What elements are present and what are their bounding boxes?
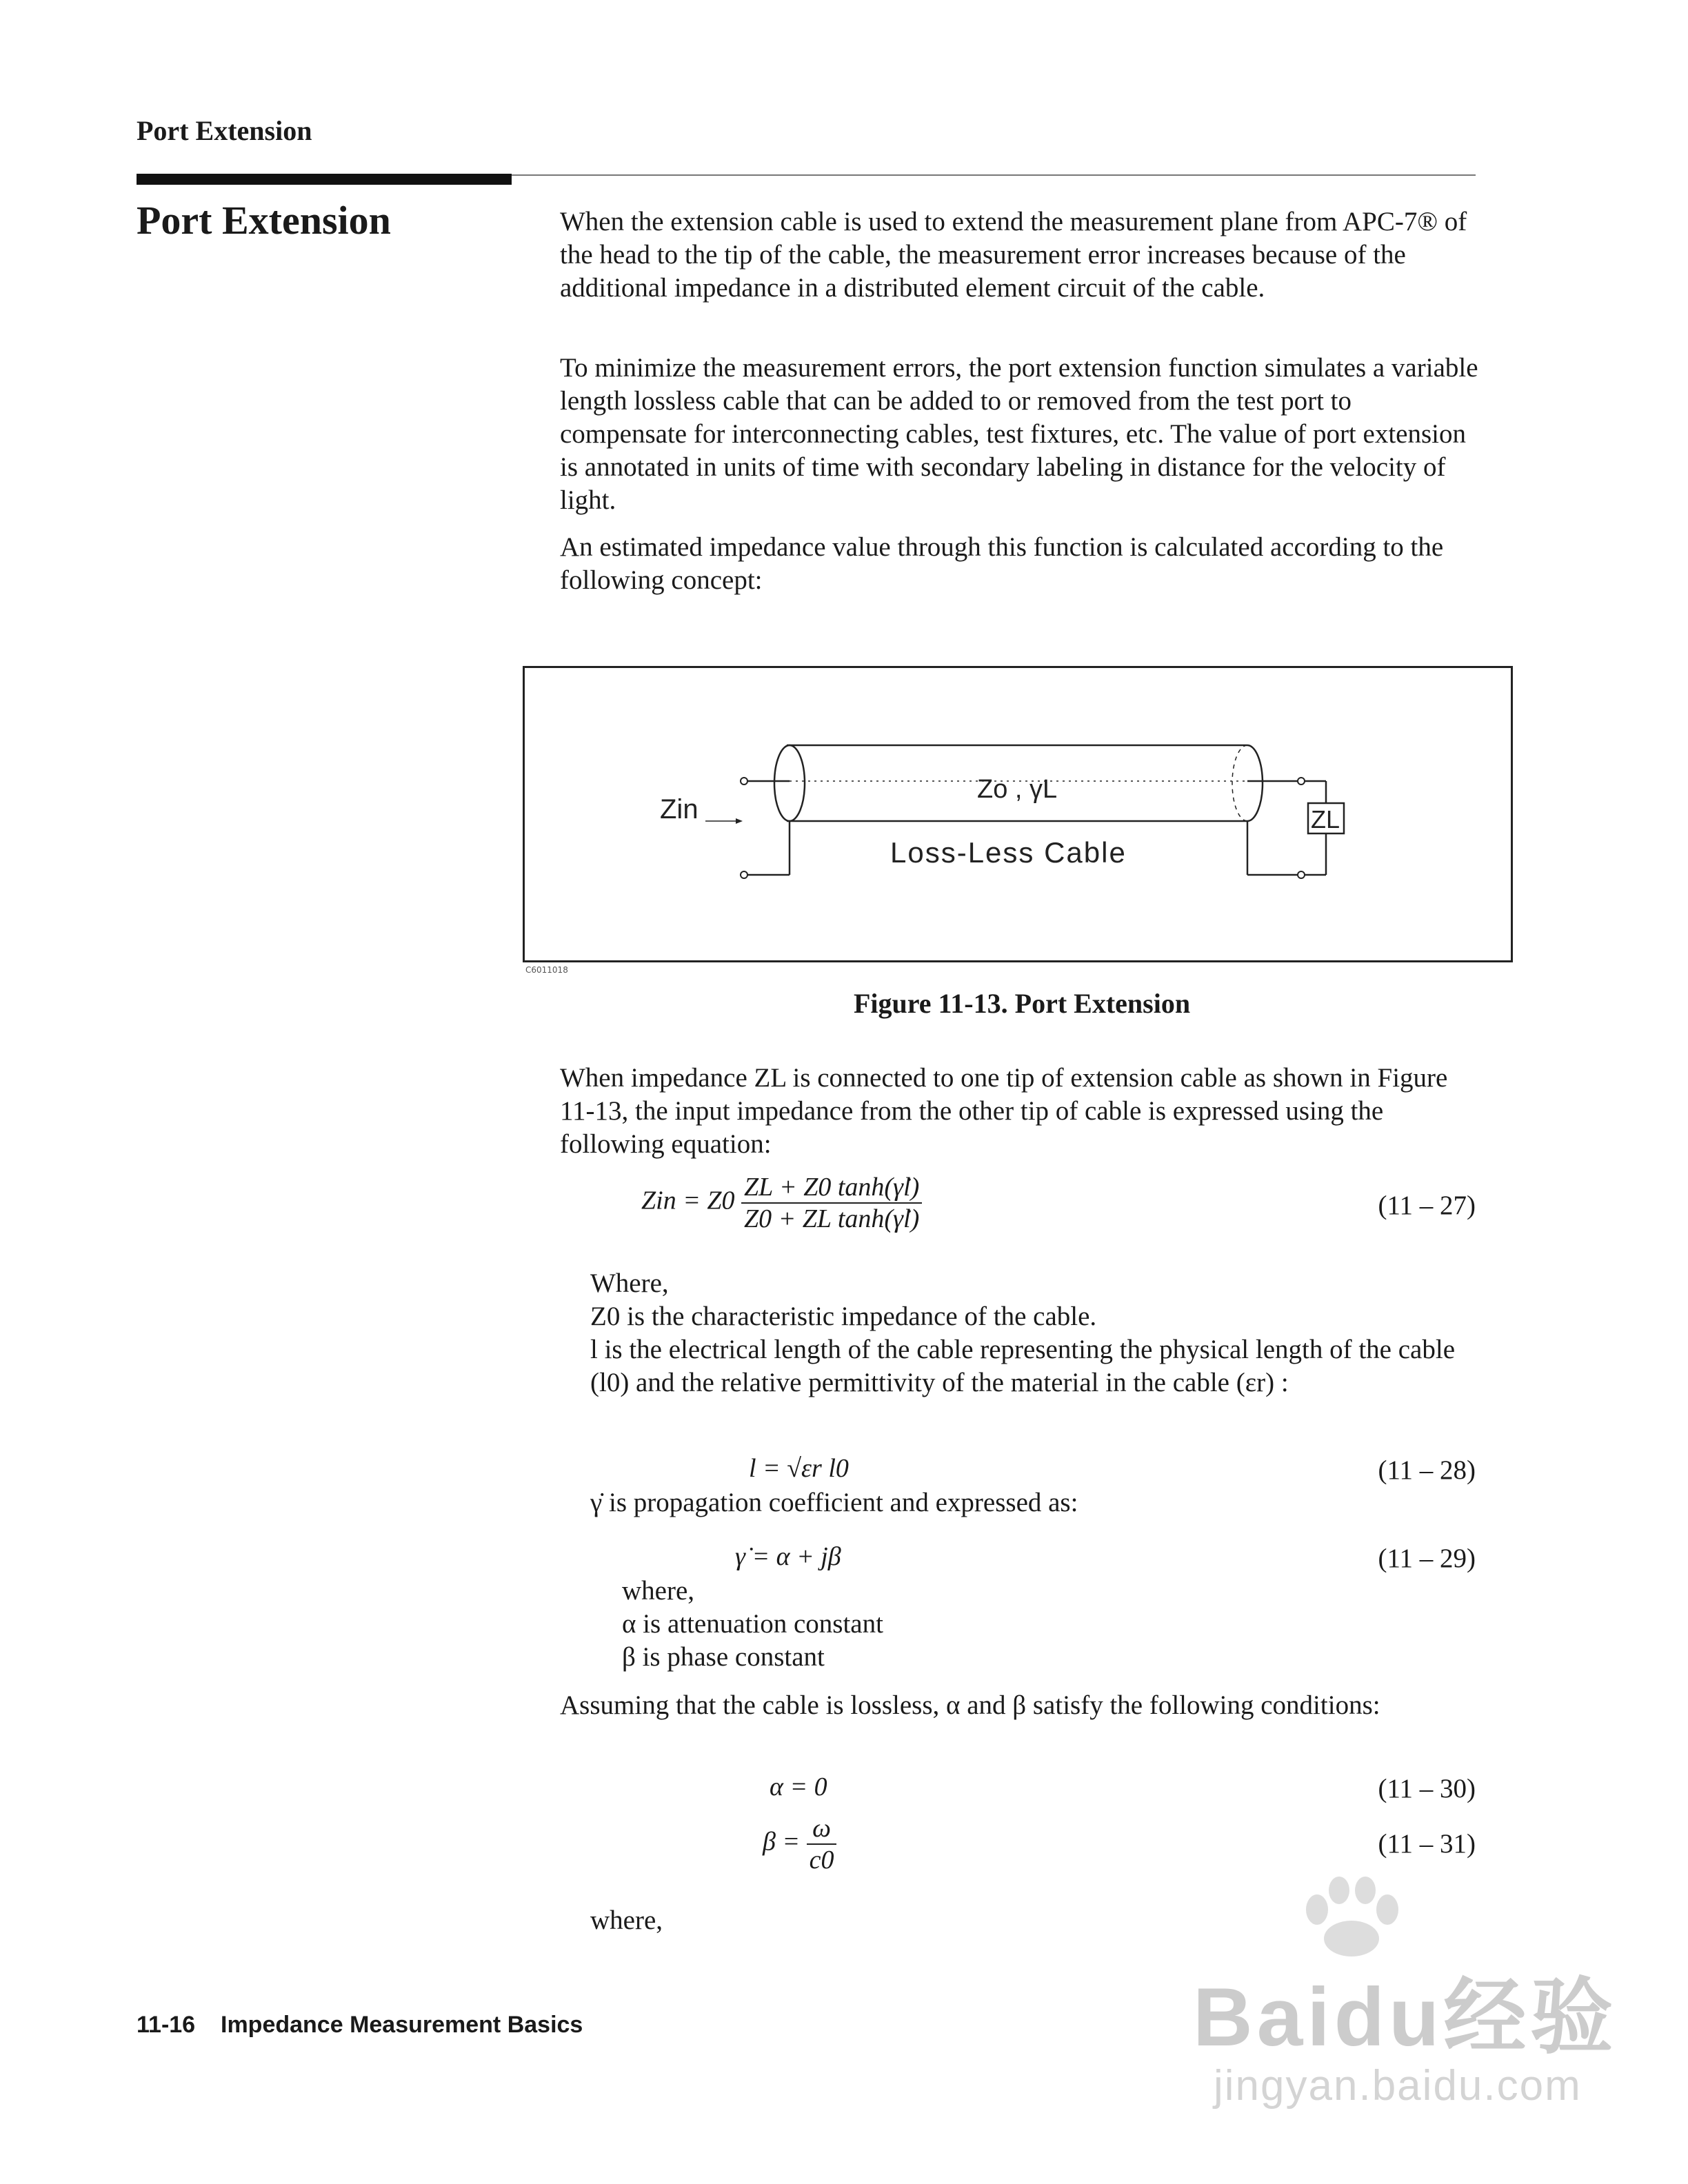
equation-11-28: l = √εr l0 (749, 1454, 849, 1483)
eq31-numerator: ω (807, 1813, 837, 1845)
where-2: where, (622, 1576, 695, 1606)
eq27-fraction (741, 1172, 922, 1234)
cable-label: Loss-Less Cable (890, 836, 1127, 869)
page-number: 11-16 (137, 2012, 196, 2038)
paragraph-4: When impedance ZL is connected to one tip of extension cable as shown in Figure 11-13, the input impedance from the other tip of cable is expressed using the following equation: (560, 1063, 1448, 1159)
header-rule-thin (512, 174, 1476, 176)
running-header: Port Extension (137, 115, 312, 146)
where-3: where, (590, 1905, 663, 1935)
paw-icon (1296, 1875, 1407, 1958)
figure-port-extension (523, 666, 1513, 962)
paragraph-1: When the extension cable is used to extend the measurement plane from APC-7® of the head to the tip of the cable, the measurement error increases because of the additional impedance in a distributed element circuit of the cable. (560, 207, 1467, 303)
l-definition: l is the electrical length of the cable representing the physical length of the cable (l0) and the relative permittivity of the material in the cable (εr) : (590, 1335, 1455, 1397)
paragraph-3: An estimated impedance value through this function is calculated according to the following concept: (560, 532, 1444, 595)
z0-gamma-label: Zo , γL (977, 775, 1058, 804)
where-1: Where, (590, 1268, 669, 1298)
eq31-lhs: β = (763, 1827, 801, 1857)
section-title: Port Extension (137, 198, 391, 243)
footer-book-title: Impedance Measurement Basics (221, 2012, 583, 2038)
watermark-url: jingyan.baidu.com (1214, 2062, 1582, 2110)
eq27-numerator: ZL + Z0 tanh(γ̇l) (741, 1172, 922, 1204)
header-rule-thick (137, 174, 512, 185)
figure-code: C6011018 (525, 965, 568, 975)
paragraph-2: To minimize the measurement errors, the port extension function simulates a variable length lossless cable that can be added to or removed from the test port to compensate for interconnecting cables, test fixtures, etc. The value of port extension is annotated in units of time with secondary labeling in distance for the velocity of light. (560, 353, 1478, 515)
eq28-number: (11 – 28) (1378, 1455, 1476, 1485)
eq31-fraction (807, 1813, 837, 1875)
z0-definition: Z0 is the characteristic impedance of the cable. (590, 1302, 1097, 1331)
paragraph-5: Assuming that the cable is lossless, α and β satisfy the following conditions: (560, 1690, 1380, 1720)
eq31-denominator: c0 (809, 1846, 834, 1874)
eq27-number: (11 – 27) (1378, 1191, 1476, 1220)
equation-11-31 (763, 1813, 836, 1875)
equation-11-27 (641, 1172, 922, 1234)
cable-diagram (525, 668, 1511, 960)
figure-caption: Figure 11-13. Port Extension (853, 988, 1191, 1019)
gamma-definition: γ̇ is propagation coefficient and expressed as: (590, 1488, 1078, 1517)
eq29-number: (11 – 29) (1378, 1544, 1476, 1573)
eq27-denominator: Z0 + ZL tanh(γ̇l) (743, 1204, 920, 1233)
eq27-lhs: Zin = Z0 (641, 1186, 735, 1215)
beta-definition: β is phase constant (622, 1642, 825, 1672)
zl-label: ZL (1311, 805, 1340, 833)
eq30-number: (11 – 30) (1378, 1774, 1476, 1803)
equation-11-30: α = 0 (770, 1772, 827, 1801)
alpha-definition: α is attenuation constant (622, 1609, 883, 1639)
watermark-logo: Baidu经验 (1193, 1971, 1618, 2063)
equation-11-29: γ̇ = α + jβ (735, 1542, 841, 1571)
zin-label: Zin (660, 794, 699, 825)
eq31-number: (11 – 31) (1378, 1829, 1476, 1859)
